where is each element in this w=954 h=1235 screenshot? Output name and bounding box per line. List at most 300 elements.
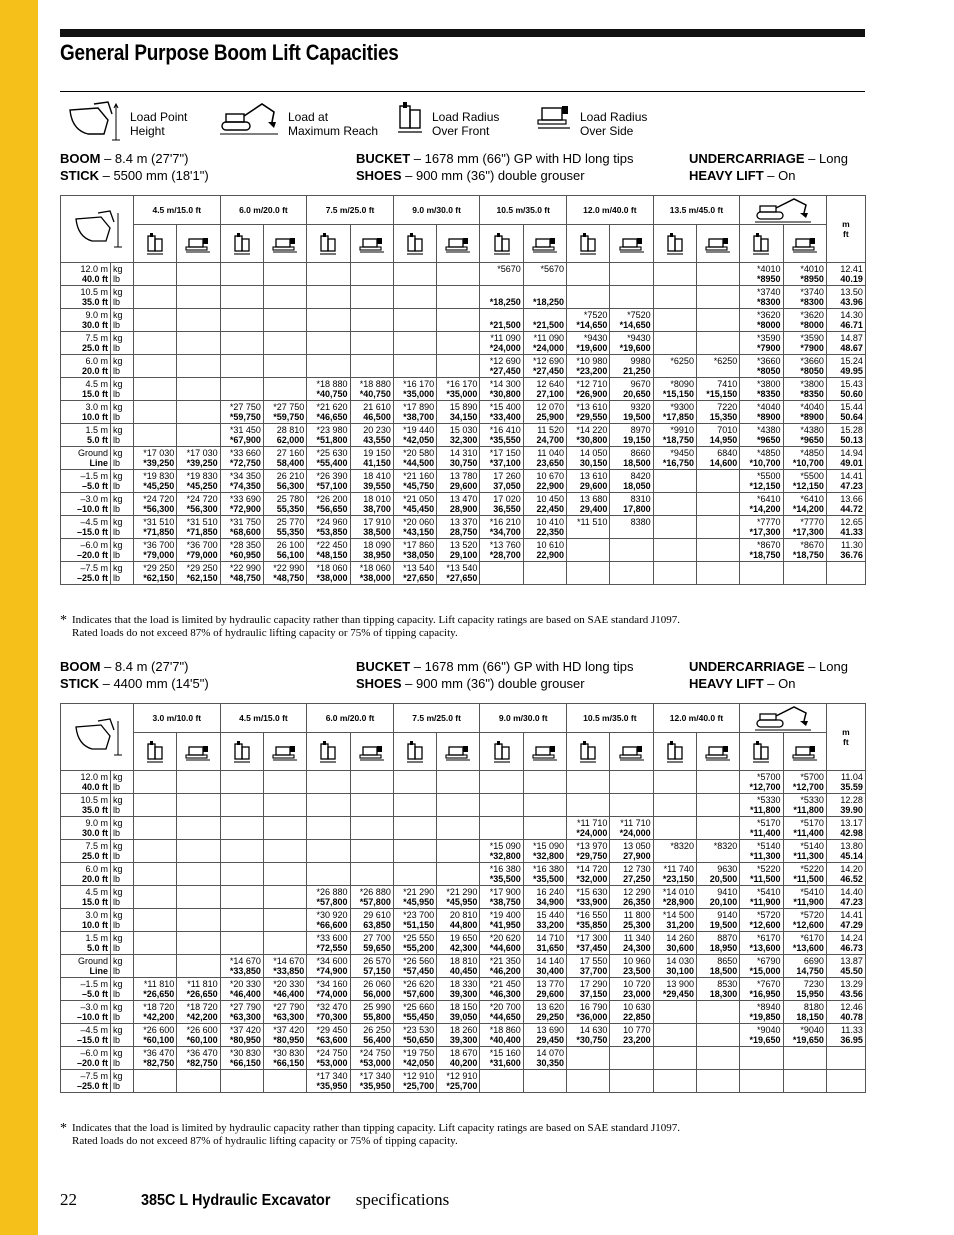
- capacity-kg: *16 380: [533, 864, 565, 874]
- row-unit-label: [111, 493, 134, 516]
- front-icon-cell: [307, 225, 350, 263]
- capacity-cell: [350, 562, 393, 585]
- capacity-kg: [136, 841, 174, 851]
- capacity-lb: *82,750: [143, 1058, 175, 1068]
- capacity-lb: *38,700: [403, 412, 435, 422]
- load-radius-front-icon: [319, 232, 337, 256]
- capacity-lb: [179, 412, 217, 422]
- capacity-lb: [266, 851, 304, 861]
- capacity-lb: [136, 782, 174, 792]
- capacity-cell: [610, 378, 653, 401]
- capacity-cell: [610, 401, 653, 424]
- capacity-kg: [353, 287, 391, 297]
- capacity-lb: *62,150: [186, 573, 218, 583]
- spec-bucket-label: BUCKET: [356, 151, 411, 166]
- capacity-lb: *79,000: [186, 550, 218, 560]
- capacity-cell: [610, 863, 653, 886]
- row-height-m: 10.5 m: [80, 795, 108, 805]
- title-rule: [60, 91, 865, 92]
- capacity-kg: [136, 1071, 174, 1081]
- row-height-m: –1.5 m: [80, 471, 108, 481]
- unit-lb: lb: [113, 966, 121, 976]
- capacity-lb: [179, 320, 217, 330]
- capacity-kg: *25 550: [403, 933, 435, 943]
- table-row: [61, 332, 866, 355]
- capacity-kg: *17 030: [186, 448, 218, 458]
- capacity-kg: 6690: [803, 956, 824, 966]
- capacity-cell: [480, 978, 523, 1001]
- capacity-kg: [656, 772, 694, 782]
- capacity-lb: [656, 527, 694, 537]
- capacity-kg: *5330: [757, 795, 781, 805]
- capacity-kg: *23 700: [403, 910, 435, 920]
- capacity-kg: [179, 841, 217, 851]
- capacity-kg: [309, 841, 347, 851]
- capacity-cell: [437, 401, 480, 424]
- max-reach-m: 13.50: [840, 287, 863, 297]
- capacity-lb: [699, 851, 737, 861]
- row-height-m: –3.0 m: [80, 494, 108, 504]
- capacity-lb: 29,100: [449, 550, 478, 560]
- capacity-cell: [307, 955, 350, 978]
- capacity-cell: [307, 1070, 350, 1093]
- capacity-lb: [136, 435, 174, 445]
- capacity-lb: [786, 573, 824, 583]
- capacity-kg: *4040: [800, 402, 824, 412]
- table-row: [61, 840, 866, 863]
- capacity-kg: 13 470: [449, 494, 478, 504]
- capacity-cell: [263, 493, 306, 516]
- capacity-kg: *21 350: [489, 956, 521, 966]
- capacity-lb: *46,200: [489, 966, 521, 976]
- capacity-cell: [393, 562, 436, 585]
- capacity-cell: [263, 771, 306, 794]
- capacity-kg: [396, 841, 434, 851]
- row-unit-label: [111, 424, 134, 447]
- capacity-kg: [612, 795, 650, 805]
- capacity-cell: [134, 771, 177, 794]
- capacity-kg: 15 890: [449, 402, 478, 412]
- capacity-kg: *8320: [670, 841, 694, 851]
- capacity-kg: [786, 1048, 824, 1058]
- capacity-lb: [309, 343, 347, 353]
- capacity-cell: [177, 978, 220, 1001]
- row-height-m: 3.0 m: [85, 910, 108, 920]
- max-reach-cell: [826, 1070, 865, 1093]
- capacity-kg: [699, 471, 737, 481]
- capacity-cell: [740, 286, 783, 309]
- capacity-cell: [177, 401, 220, 424]
- row-height-ft: 15.0 ft: [81, 389, 108, 399]
- column-header: 12.0 m/40.0 ft: [653, 704, 740, 733]
- capacity-kg: 10 630: [623, 1002, 651, 1012]
- capacity-cell: [610, 539, 653, 562]
- legend-label-line2: Maximum Reach: [288, 124, 379, 138]
- capacity-kg: *20 580: [403, 448, 435, 458]
- side-icon-cell: [350, 225, 393, 263]
- row-height-m: 1.5 m: [85, 933, 108, 943]
- capacity-lb: *11,900: [750, 897, 781, 907]
- max-reach-ft: 44.72: [840, 504, 863, 514]
- capacity-lb: [786, 1081, 824, 1091]
- capacity-lb: *79,000: [143, 550, 175, 560]
- capacity-cell: [480, 932, 523, 955]
- capacity-lb: 34,150: [449, 412, 478, 422]
- capacity-lb: [309, 805, 347, 815]
- capacity-lb: *55,450: [403, 1012, 435, 1022]
- capacity-lb: 33,200: [536, 920, 565, 930]
- capacity-cell: [523, 1024, 566, 1047]
- capacity-lb: 58,400: [276, 458, 305, 468]
- max-reach-m: 15.24: [840, 356, 863, 366]
- capacity-kg: [266, 772, 304, 782]
- capacity-kg: *5500: [800, 471, 824, 481]
- capacity-kg: 10 450: [536, 494, 565, 504]
- row-height-label: [61, 886, 111, 909]
- capacity-lb: *42,200: [143, 1012, 175, 1022]
- capacity-lb: [266, 782, 304, 792]
- capacity-kg: *6170: [800, 933, 824, 943]
- capacity-lb: [179, 828, 217, 838]
- capacity-lb: [482, 805, 520, 815]
- capacity-cell: [696, 424, 739, 447]
- capacity-cell: [307, 447, 350, 470]
- capacity-cell: [393, 424, 436, 447]
- capacity-lb: *48,750: [229, 573, 261, 583]
- capacity-kg: *21 290: [446, 887, 478, 897]
- capacity-lb: *32,800: [489, 851, 521, 861]
- capacity-kg: [482, 1071, 520, 1081]
- max-reach-ft: 46.73: [840, 943, 863, 953]
- capacity-cell: [393, 332, 436, 355]
- capacity-lb: [266, 274, 304, 284]
- capacity-cell: [783, 978, 826, 1001]
- capacity-lb: 30,750: [449, 458, 478, 468]
- capacity-lb: *11,300: [793, 851, 824, 861]
- capacity-kg: *20 060: [403, 517, 435, 527]
- capacity-cell: [263, 470, 306, 493]
- capacity-cell: [696, 771, 739, 794]
- unit-kg: kg: [113, 287, 123, 297]
- capacity-cell: [783, 263, 826, 286]
- capacity-lb: [136, 412, 174, 422]
- capacity-lb: *19,600: [576, 343, 608, 353]
- capacity-cell: [220, 470, 263, 493]
- capacity-kg: 15 030: [449, 425, 478, 435]
- front-icon-cell: [480, 225, 523, 263]
- capacity-lb: 37,050: [493, 481, 521, 491]
- capacity-kg: *3800: [800, 379, 824, 389]
- row-height-ft: –20.0 ft: [76, 550, 108, 560]
- row-height-label: [61, 562, 111, 585]
- capacity-lb: *63,300: [229, 1012, 261, 1022]
- capacity-cell: [523, 355, 566, 378]
- row-height-label: [61, 470, 111, 493]
- capacity-kg: *18 880: [359, 379, 391, 389]
- capacity-cell: [393, 932, 436, 955]
- capacity-lb: [656, 1035, 694, 1045]
- capacity-lb: 57,150: [363, 966, 391, 976]
- capacity-cell: [653, 470, 696, 493]
- capacity-lb: *72,900: [229, 504, 261, 514]
- capacity-cell: [480, 955, 523, 978]
- capacity-lb: *7900: [800, 343, 824, 353]
- capacity-kg: [309, 864, 347, 874]
- capacity-cell: [263, 355, 306, 378]
- capacity-kg: [223, 864, 261, 874]
- capacity-lb: [439, 805, 477, 815]
- capacity-cell: [740, 1024, 783, 1047]
- capacity-lb: [569, 550, 607, 560]
- row-unit-label: [111, 355, 134, 378]
- capacity-lb: 30,100: [666, 966, 694, 976]
- table-row: [61, 1047, 866, 1070]
- capacity-lb: 29,450: [536, 1035, 565, 1045]
- max-reach-m: 14.40: [840, 887, 863, 897]
- unit-kg: kg: [113, 795, 123, 805]
- capacity-kg: *4380: [757, 425, 781, 435]
- capacity-cell: [783, 355, 826, 378]
- side-icon-cell: [263, 225, 306, 263]
- capacity-kg: [699, 540, 737, 550]
- max-reach-ft: 47.23: [840, 481, 863, 491]
- capacity-cell: [350, 332, 393, 355]
- capacity-cell: [220, 378, 263, 401]
- capacity-cell: [523, 493, 566, 516]
- capacity-kg: [353, 818, 391, 828]
- capacity-lb: 37,150: [579, 989, 608, 999]
- max-reach-m: 11.33: [841, 1025, 863, 1035]
- side-icon-cell: [263, 733, 306, 771]
- capacity-cell: [393, 539, 436, 562]
- capacity-kg: *4010: [800, 264, 824, 274]
- capacity-kg: [353, 772, 391, 782]
- capacity-cell: [696, 401, 739, 424]
- front-icon-cell: [567, 733, 610, 771]
- capacity-cell: [220, 401, 263, 424]
- row-unit-label: [111, 1024, 134, 1047]
- capacity-cell: [480, 401, 523, 424]
- capacity-lb: [656, 1081, 694, 1091]
- capacity-lb: 40,200: [449, 1058, 478, 1068]
- capacity-cell: [783, 794, 826, 817]
- load-radius-front-icon: [233, 232, 251, 256]
- capacity-cell: [696, 309, 739, 332]
- max-reach-cell: [826, 447, 865, 470]
- capacity-lb: *48,150: [316, 550, 348, 560]
- capacity-lb: [179, 782, 217, 792]
- capacity-lb: [136, 343, 174, 353]
- capacity-kg: [309, 772, 347, 782]
- row-unit-label: [111, 562, 134, 585]
- capacity-cell: [480, 840, 523, 863]
- max-reach-m: 12.41: [840, 264, 863, 274]
- capacity-cell: [350, 1047, 393, 1070]
- capacity-lb: [396, 343, 434, 353]
- capacity-kg: 6840: [717, 448, 738, 458]
- capacity-lb: *11,500: [793, 874, 824, 884]
- capacity-kg: 9980: [630, 356, 651, 366]
- capacity-kg: [136, 795, 174, 805]
- capacity-cell: [567, 955, 610, 978]
- capacity-kg: [136, 933, 174, 943]
- capacity-kg: 7220: [717, 402, 738, 412]
- capacity-lb: *14,650: [576, 320, 608, 330]
- capacity-lb: [526, 828, 564, 838]
- capacity-cell: [610, 1024, 653, 1047]
- max-reach-m: 13.87: [840, 956, 863, 966]
- capacity-kg: [396, 356, 434, 366]
- capacity-kg: [439, 841, 477, 851]
- side-icon-cell: [437, 225, 480, 263]
- capacity-cell: [350, 401, 393, 424]
- unit-lb: lb: [113, 366, 121, 376]
- capacity-cell: [783, 886, 826, 909]
- capacity-lb: [179, 274, 217, 284]
- capacity-kg: *20 620: [489, 933, 521, 943]
- row-height-m: 7.5 m: [85, 841, 108, 851]
- capacity-kg: [786, 1071, 824, 1081]
- capacity-kg: [136, 956, 174, 966]
- capacity-lb: [699, 782, 737, 792]
- unit-kg: kg: [113, 494, 123, 504]
- capacity-lb: [353, 874, 391, 884]
- unit-lb: lb: [113, 943, 121, 953]
- capacity-lb: *35,850: [576, 920, 608, 930]
- capacity-cell: [177, 493, 220, 516]
- unit-lb: lb: [113, 1081, 121, 1091]
- footnote-2: [60, 1122, 865, 1148]
- max-reach-m: [829, 1071, 863, 1081]
- load-radius-side-icon: [792, 742, 818, 762]
- legend-label-line1: Load at: [288, 110, 329, 124]
- capacity-kg: *13 540: [446, 563, 478, 573]
- capacity-kg: [179, 910, 217, 920]
- capacity-cell: [437, 286, 480, 309]
- capacity-lb: *8950: [757, 274, 781, 284]
- capacity-lb: 56,400: [363, 1035, 391, 1045]
- capacity-lb: 18,500: [709, 966, 738, 976]
- capacity-lb: [656, 1058, 694, 1068]
- capacity-kg: [179, 864, 217, 874]
- max-reach-m: 14.24: [840, 933, 863, 943]
- capacity-kg: [266, 264, 304, 274]
- capacity-lb: *38,750: [489, 897, 521, 907]
- lift-capacity-table-1: [60, 195, 866, 585]
- spec-shoes-value: – 900 mm (36") double grouser: [401, 676, 585, 691]
- row-height-ft: 10.0 ft: [81, 412, 108, 422]
- capacity-kg: [439, 818, 477, 828]
- capacity-cell: [480, 886, 523, 909]
- capacity-lb: *8300: [757, 297, 781, 307]
- table-row: [61, 886, 866, 909]
- capacity-cell: [350, 1024, 393, 1047]
- capacity-kg: 7410: [717, 379, 738, 389]
- capacity-kg: [699, 1002, 737, 1012]
- capacity-lb: 19,500: [709, 920, 738, 930]
- capacity-kg: *19 400: [489, 910, 521, 920]
- column-header: 7.5 m/25.0 ft: [393, 704, 480, 733]
- capacity-kg: [223, 910, 261, 920]
- row-height-m: 4.5 m: [85, 887, 108, 897]
- load-radius-front-icon: [752, 232, 770, 256]
- capacity-kg: *31 510: [186, 517, 218, 527]
- capacity-kg: *3620: [800, 310, 824, 320]
- capacity-cell: [696, 263, 739, 286]
- capacity-kg: *26 600: [143, 1025, 175, 1035]
- unit-lb: lb: [113, 851, 121, 861]
- spec-bucket-value: – 1678 mm (66") GP with HD long tips: [410, 151, 634, 166]
- capacity-lb: [136, 966, 174, 976]
- capacity-cell: [696, 840, 739, 863]
- capacity-lb: *53,000: [359, 1058, 391, 1068]
- capacity-kg: [179, 956, 217, 966]
- max-reach-cell: [826, 932, 865, 955]
- capacity-cell: [610, 424, 653, 447]
- column-header: 3.0 m/10.0 ft: [134, 704, 221, 733]
- capacity-cell: [696, 493, 739, 516]
- max-reach-m: 15.28: [840, 425, 863, 435]
- yellow-side-bar: [0, 0, 38, 1235]
- spec-shoes-label: SHOES: [356, 168, 402, 183]
- header-reach-unit-cell: [826, 196, 865, 263]
- capacity-lb: [482, 274, 520, 284]
- capacity-kg: *31 450: [229, 425, 261, 435]
- capacity-cell: [134, 955, 177, 978]
- capacity-cell: [696, 516, 739, 539]
- capacity-kg: 14 260: [666, 933, 694, 943]
- capacity-kg: [656, 333, 694, 343]
- capacity-kg: *12 690: [533, 356, 565, 366]
- column-header: 6.0 m/20.0 ft: [307, 704, 394, 733]
- capacity-kg: 7230: [803, 979, 824, 989]
- row-height-label: [61, 332, 111, 355]
- row-height-m: 9.0 m: [85, 818, 108, 828]
- max-reach-cell: [826, 401, 865, 424]
- capacity-lb: [656, 274, 694, 284]
- capacity-cell: [480, 863, 523, 886]
- capacity-lb: 38,950: [363, 550, 391, 560]
- capacity-kg: [699, 287, 737, 297]
- capacity-cell: [307, 401, 350, 424]
- max-reach-m: [829, 563, 863, 573]
- capacity-lb: *21,500: [489, 320, 521, 330]
- capacity-lb: *34,700: [489, 527, 521, 537]
- capacity-kg: [699, 494, 737, 504]
- capacity-cell: [740, 378, 783, 401]
- capacity-cell: [610, 286, 653, 309]
- capacity-lb: [136, 943, 174, 953]
- capacity-lb: 20,100: [709, 897, 738, 907]
- capacity-kg: *14 500: [662, 910, 694, 920]
- row-unit-label: [111, 817, 134, 840]
- capacity-cell: [523, 1001, 566, 1024]
- capacity-kg: *16 380: [489, 864, 521, 874]
- capacity-lb: *35,950: [359, 1081, 391, 1091]
- capacity-lb: *55,200: [403, 943, 435, 953]
- capacity-kg: [699, 795, 737, 805]
- capacity-lb: [353, 320, 391, 330]
- load-radius-side-icon: [272, 234, 298, 254]
- capacity-lb: [699, 274, 737, 284]
- capacity-lb: [309, 297, 347, 307]
- unit-kg: kg: [113, 818, 123, 828]
- capacity-cell: [610, 794, 653, 817]
- capacity-kg: 9410: [717, 887, 738, 897]
- capacity-kg: *31 510: [143, 517, 175, 527]
- capacity-lb: 59,650: [363, 943, 391, 953]
- capacity-lb: [569, 1081, 607, 1091]
